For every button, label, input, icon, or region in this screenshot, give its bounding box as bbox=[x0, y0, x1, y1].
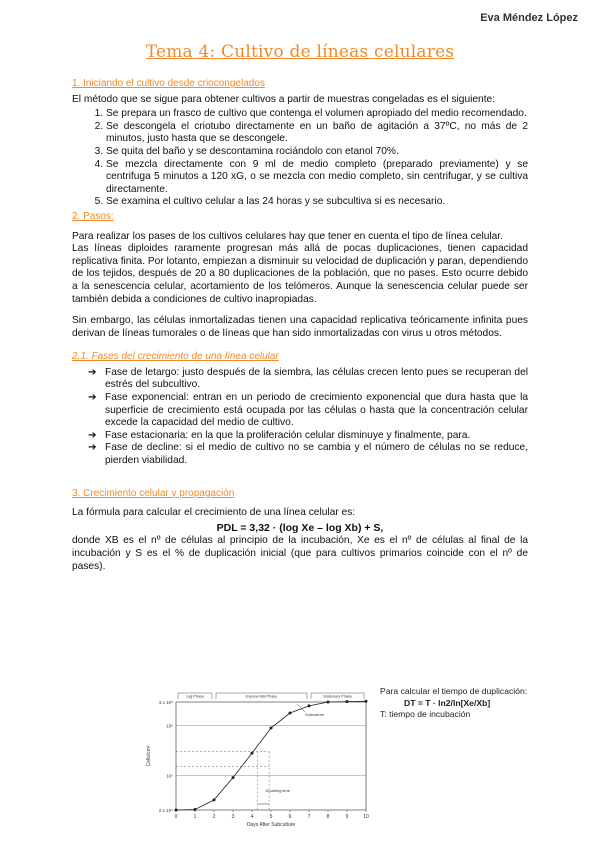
growth-curve-line bbox=[176, 701, 366, 810]
growth-curve-chart bbox=[140, 684, 376, 844]
x-tick-label: 10 bbox=[363, 814, 369, 820]
data-point bbox=[251, 752, 254, 755]
list-item: ➔ Fase exponencial: entran en un periodo de crecimiento exponencial que dura hasta que la superficie de crecimiento está ocupada por las células o hasta que la concentración celular excede la capacidad del medio de cultivo. bbox=[88, 392, 528, 429]
section1-intro: El método que se sigue para obtener cultivos a partir de muestras congeladas es el siguiente: bbox=[72, 93, 496, 105]
y-tick-label: 2 x 10⁴ bbox=[158, 808, 173, 813]
growth-phases-list bbox=[72, 367, 528, 468]
doubling-time-notes bbox=[380, 686, 580, 721]
list-item: 1. Se prepara un frasco de cultivo que contenga el volumen apropiado del medio recomendado. bbox=[106, 108, 528, 121]
plot-frame bbox=[176, 702, 366, 810]
x-tick-label: 0 bbox=[174, 814, 178, 820]
list-item: ➔ Fase de decline: si el medio de cultivo no se cambia y el número de células no se reduce, pierden viabilidad. bbox=[88, 442, 528, 467]
annotation-subculture: Subculture bbox=[305, 711, 325, 717]
data-point bbox=[175, 809, 178, 812]
list-item: ➔ Fase de letargo: justo después de la siembra, las células crecen lento pues se recuperan del estrés del subcultivo. bbox=[88, 366, 528, 391]
section-heading-2: 2. Pasos: bbox=[72, 210, 114, 222]
x-tick-label: 1 bbox=[193, 814, 197, 820]
phase-label: Exponential Phase bbox=[245, 694, 278, 699]
paragraph: Las líneas diploides raramente progresan más allá de pocas duplicaciones, tienen capacidad replicativa finita. Por lotanto, empiezan a disminuir su velocidad de duplicación y paran, dependiendo de los tejidos, después de 20 a 80 duplicaciones de la población, que no pases. Esto ocurre debido a la senescencia celular, acortamiento de los telómeros. Aunque la senescencia celular puede ser también debida a condiciones de cultivo inapropiadas. bbox=[72, 243, 528, 305]
x-tick-label: 8 bbox=[326, 814, 330, 820]
data-point bbox=[308, 704, 311, 707]
x-tick-label: 2 bbox=[212, 814, 216, 820]
section-heading-1: 1. Iniciando el cultivo desde criocongelados bbox=[72, 78, 265, 89]
list-item: 3. Se quita del baño y se descontamina rociándolo con etanol 70%. bbox=[106, 146, 528, 159]
arrow-icon: ➔ bbox=[88, 429, 97, 441]
list-item: ➔ Fase estacionaria: en la que la proliferación celular disminuye y finalmente, para. bbox=[88, 429, 471, 441]
x-axis-label: Days After Subculture bbox=[246, 822, 296, 828]
note-line: Para calcular el tiempo de duplicación: bbox=[380, 686, 528, 696]
data-point bbox=[270, 726, 273, 729]
y-tick-label: 10⁵ bbox=[166, 773, 173, 779]
y-axis-label: Cells/cm² bbox=[146, 745, 152, 767]
x-tick-label: 7 bbox=[307, 814, 311, 820]
pdl-formula: PDL = 3,32 · (log Xe – log Xb) + S, bbox=[216, 521, 384, 534]
list-item: 4. Se mezcla directamente con 9 ml de medio completo (preparado previamente) y se centrifuga 5 minutos a 120 xG, o se mezcla con medio completo, sin centrifugar, y se cultiva directamente. bbox=[106, 159, 528, 197]
author-name: Eva Méndez López bbox=[480, 12, 578, 24]
arrow-icon: ➔ bbox=[88, 442, 97, 454]
data-point bbox=[346, 700, 349, 703]
paragraph: Para realizar los pases de los cultivos celulares hay que tener en cuenta el tipo de línea celular. bbox=[72, 230, 503, 242]
data-point bbox=[232, 776, 235, 779]
list-item: 5. Se examina el cultivo celular a las 24 horas y se subcultiva si es necesario. bbox=[106, 196, 528, 209]
paragraph: La fórmula para calcular el crecimiento de una línea celular es: bbox=[72, 507, 356, 519]
arrow-icon: ➔ bbox=[88, 366, 97, 378]
paragraph: Sin embargo, las células inmortalizadas tienen una capacidad replicativa teóricamente infinita pues derivan de líneas tumorales o de líneas que han sido inmortalizadas con virus u otros métodos. bbox=[72, 315, 528, 339]
x-tick-label: 6 bbox=[288, 814, 292, 820]
phase-label: Lag Phase bbox=[185, 694, 205, 699]
section-heading-2-1: 2.1. Fases del crecimiento de una línea celular bbox=[72, 351, 279, 363]
paragraph: donde XB es el nº de células al principio de la incubación, Xe es el nº de células al final de la incubación y S es el % de duplicación inicial (que para cultivos primarios coincide con el nº de pases). bbox=[72, 535, 528, 572]
document-body bbox=[72, 76, 528, 573]
phase-label: Stationary Phase bbox=[323, 694, 352, 699]
note-line: T: tiempo de incubación bbox=[380, 709, 471, 719]
data-point bbox=[365, 700, 368, 703]
list-item: 2. Se descongela el criotubo directamente en un baño de agitación a 37ºC, no más de 2 minutos, justo hasta que se descongele. bbox=[106, 121, 528, 146]
data-point bbox=[194, 808, 197, 811]
x-tick-label: 4 bbox=[250, 814, 254, 820]
thaw-steps-list bbox=[72, 108, 528, 209]
data-point bbox=[289, 712, 292, 715]
page-title: Tema 4: Cultivo de líneas celulares bbox=[145, 42, 455, 62]
growth-curve-svg bbox=[140, 684, 376, 844]
section-heading-3: 3. Crecimiento celular y propagación bbox=[72, 487, 235, 499]
y-tick-label: 10⁶ bbox=[166, 723, 173, 729]
data-point bbox=[213, 798, 216, 801]
x-tick-label: 5 bbox=[269, 814, 273, 820]
data-point bbox=[327, 701, 330, 704]
x-tick-label: 3 bbox=[231, 814, 235, 820]
y-tick-label: 3 x 10⁶ bbox=[158, 700, 173, 705]
x-tick-label: 9 bbox=[345, 814, 349, 820]
arrow-icon: ➔ bbox=[88, 392, 97, 404]
doubling-time-formula: DT = T · ln2/ln[Xe/Xb] bbox=[404, 697, 491, 708]
annotation-doubling-time: Doubling time bbox=[265, 787, 290, 793]
